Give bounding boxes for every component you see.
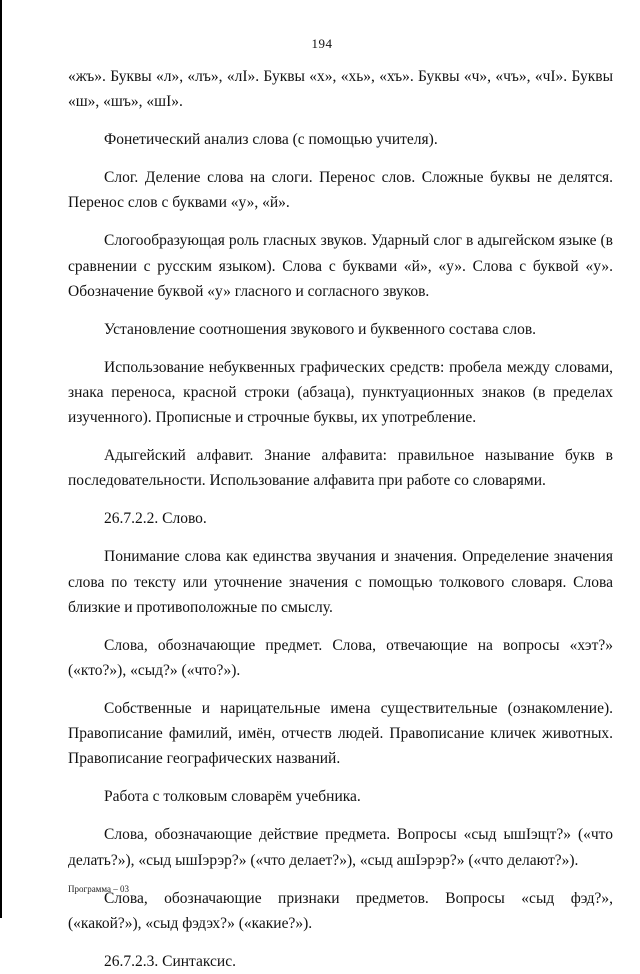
page-number: 194	[311, 36, 333, 51]
paragraph-object-words: Слова, обозначающие предмет. Слова, отвечающие на вопросы «хэт?» («кто?»), «сыд?» («что?»).	[68, 636, 613, 680]
paragraph-graphic-means: Использование небуквенных графических средств: пробела между словами, знака переноса, красной строки (абзаца), пунктуационных знаков (в пределах изученного). Прописные и строчные буквы, их употребление.	[68, 358, 613, 427]
paragraph-attribute-words: Слова, обозначающие признаки предметов. Вопросы «сыд фэд?», («какой?»), «сыд фэдэх?» («какие?»).	[68, 889, 613, 932]
paragraph-syllable: Слог. Деление слова на слоги. Перенос слов. Сложные буквы не делятся. Перенос слов с буквами «у», «й».	[68, 169, 613, 212]
paragraph-proper-nouns: Собственные и нарицательные имена существительные (ознакомление). Правописание фамилий, имён, отчеств людей. Правописание кличек животных. Правописание географических названий.	[68, 700, 613, 768]
document-body	[68, 64, 613, 974]
section-heading-syntax: 26.7.2.3. Синтаксис.	[104, 952, 236, 970]
paragraph-action-words: Слова, обозначающие действие предмета. Вопросы «сыд ышIэщт?» («что делать?»), «сыд ышIэрэр?» («что делает?»), «сыд ашIэрэр?» («что делают?»).	[68, 826, 613, 869]
paragraph-letters-continuation: «жъ». Буквы «л», «лъ», «лI». Буквы «х», «хь», «хъ». Буквы «ч», «чъ», «чI». Буквы «ш», «шъ», «шI».	[68, 68, 613, 111]
paragraph-phonetic-analysis: Фонетический анализ слова (с помощью учителя).	[104, 131, 438, 149]
paragraph-syllable-vowels: Слогообразующая роль гласных звуков. Ударный слог в адыгейском языке (в сравнении с русским языком). Слова с буквами «й», «у». Слова с буквой «у». Обозначение буквой «у» гласного и согласного звуков.	[68, 232, 613, 300]
paragraph-word-meaning: Понимание слова как единства звучания и значения. Определение значения слова по тексту или уточнение значения с помощью толкового словаря. Слова близкие и противоположные по смыслу.	[68, 548, 613, 616]
paragraph-alphabet: Адыгейский алфавит. Знание алфавита: правильное называние букв в последовательности. Использование алфавита при работе со словарями.	[68, 447, 613, 490]
page-footer: Программа – 03	[68, 884, 130, 894]
paragraph-dictionary-work: Работа с толковым словарём учебника.	[104, 788, 361, 806]
paragraph-sound-letter: Установление соотношения звукового и буквенного состава слов.	[104, 320, 537, 338]
section-heading-word: 26.7.2.2. Слово.	[104, 510, 207, 528]
